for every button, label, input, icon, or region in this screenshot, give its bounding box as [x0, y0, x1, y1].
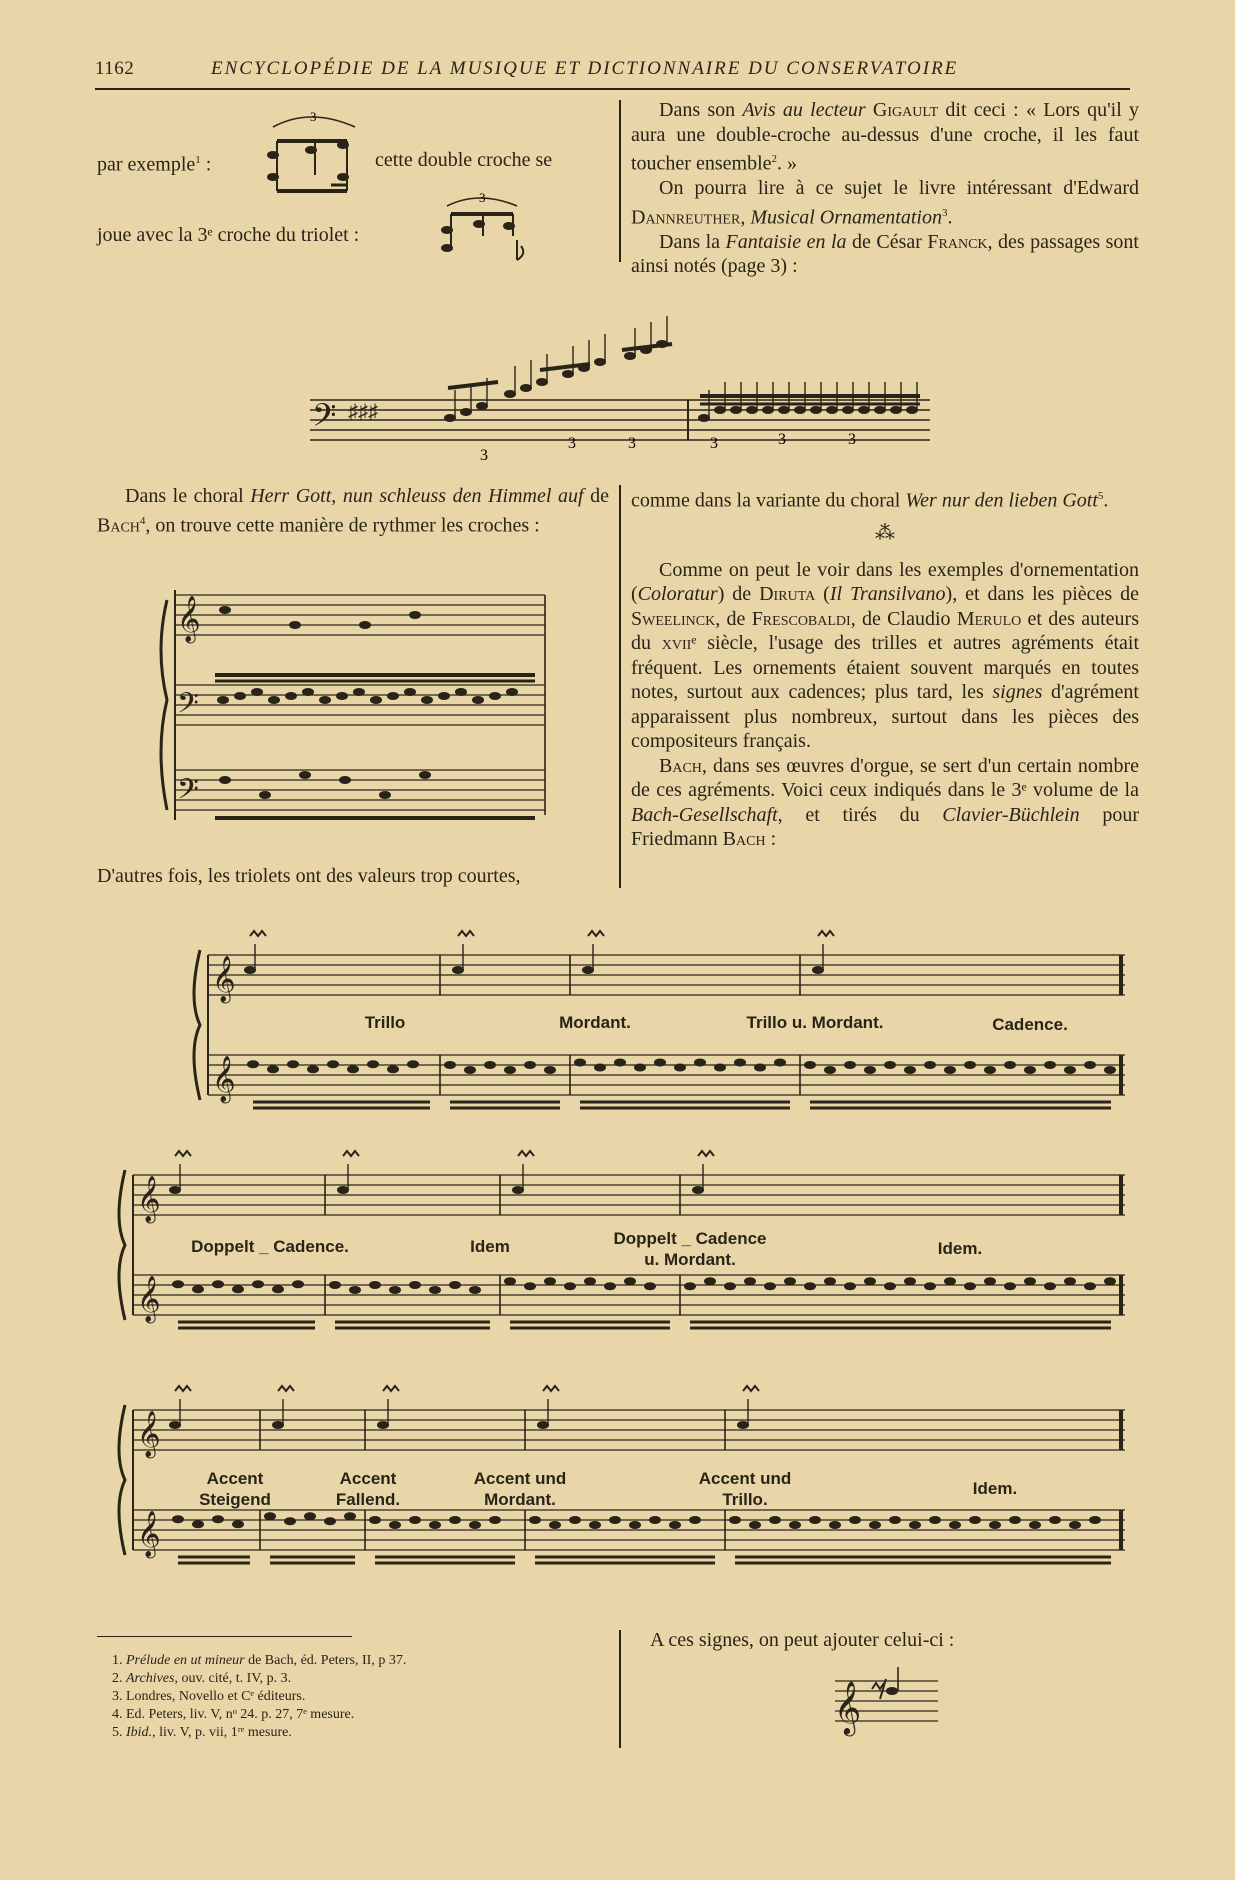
note-head: [754, 1064, 766, 1072]
triplet-mark: 3: [479, 190, 486, 205]
note-head: [704, 1277, 716, 1285]
brace: [194, 950, 200, 1100]
note-head: [809, 1516, 821, 1524]
note-head: [584, 1277, 596, 1285]
note-head: [969, 1516, 981, 1524]
note-head: [419, 771, 431, 779]
note-head: [469, 1521, 481, 1529]
note-head: [234, 692, 246, 700]
note-head: [884, 1282, 896, 1290]
note-head: [251, 688, 263, 696]
note-head: [429, 1521, 441, 1529]
triplet-mark: 3: [480, 447, 488, 464]
note-head: [387, 692, 399, 700]
note-head: [329, 1281, 341, 1289]
note-head: [285, 692, 297, 700]
note-head: [644, 1282, 656, 1290]
note-head: [904, 1066, 916, 1074]
note-head: [299, 771, 311, 779]
note-head: [762, 406, 774, 414]
note-head: [272, 1285, 284, 1293]
triplet-mark: 3: [710, 435, 718, 452]
note-head: [1004, 1282, 1016, 1290]
note-head: [730, 406, 742, 414]
note-head: [549, 1521, 561, 1529]
note-head: [336, 692, 348, 700]
note-head: [284, 1517, 296, 1525]
note-head: [438, 692, 450, 700]
note-head: [692, 1186, 704, 1194]
note-head: [869, 1521, 881, 1529]
ornament-sign-icon: [818, 931, 834, 936]
treble-clef-icon: 𝄞: [137, 1511, 161, 1556]
note-head: [629, 1521, 641, 1529]
note-head: [844, 1061, 856, 1069]
note-head: [489, 692, 501, 700]
bottom-right-text: A ces signes, on peut ajouter celui-ci :: [650, 1629, 955, 1651]
note-head: [698, 414, 710, 422]
note-head: [1069, 1521, 1081, 1529]
note-head: [924, 1282, 936, 1290]
note-head: [674, 1064, 686, 1072]
note-head: [984, 1277, 996, 1285]
note-head: [484, 1061, 496, 1069]
header-title: ENCYCLOPÉDIE DE LA MUSIQUE ET DICTIONNAIRE DU CONSERVATOIRE: [211, 58, 959, 79]
note-head: [774, 1059, 786, 1067]
note-head: [247, 1060, 259, 1068]
bass-clef-icon: 𝄢: [177, 775, 199, 812]
ornament-sign-icon: [343, 1151, 359, 1156]
ornament-sign-icon: [872, 1683, 884, 1689]
header-rule: [95, 88, 1130, 90]
note-head: [864, 1066, 876, 1074]
note-head: [404, 688, 416, 696]
footnote-item: 2. Archives, ouv. cité, t. IV, p. 3.: [112, 1671, 292, 1686]
note-head: [1064, 1066, 1076, 1074]
ornament-label: Idem: [470, 1237, 510, 1256]
note-head: [964, 1282, 976, 1290]
right-middle-text: comme dans la variante du choral Wer nur den lieben Gott$^5$. ⁂ Comme on peut le voir dans les exemples d'ornementation (Coloratur) de Diruta (Il Transilvano), et dans les pièces de Sweelinck, de Frescobaldi, de Claudio Merulo et des auteurs du xviiᵉ siècle, l'usage des trilles et autres agréments était fréquent. Les ornements étaient souvent marqués en toutes notes, surtout aux cadences; plus tard, les signes d'agrément apparaissent plus nombreux, surtout dans les pièces des compositeurs français. Bach, dans ses œuvres d'orgue, se sert d'un certain nombre de ces agréments. Voici ceux indiqués dans le 3ᵉ volume de la Bach-Gesellschaft, et tirés du Clavier-Büchlein pour Friedmann Bach :: [631, 489, 1140, 851]
note-head: [1044, 1282, 1056, 1290]
note-head: [449, 1281, 461, 1289]
note-head: [504, 1066, 516, 1074]
note-head: [594, 1064, 606, 1072]
note-head: [349, 1286, 361, 1294]
note-head: [1009, 1516, 1021, 1524]
ornament-sign-icon: [383, 1386, 399, 1391]
note-head: [324, 1517, 336, 1525]
note-head: [387, 1065, 399, 1073]
triplet-mark: 3: [310, 109, 317, 124]
note-head: [268, 696, 280, 704]
note-head: [729, 1516, 741, 1524]
note-head: [455, 688, 467, 696]
note-head: [212, 1280, 224, 1288]
treble-clef-icon: 𝄞: [137, 1276, 161, 1321]
note-head: [578, 364, 590, 372]
note-head: [656, 340, 668, 348]
note-head: [694, 1059, 706, 1067]
note-head: [924, 1061, 936, 1069]
note-head: [232, 1520, 244, 1528]
ornament-label: Cadence.: [992, 1015, 1068, 1034]
note-head: [287, 1060, 299, 1068]
note-head: [292, 1280, 304, 1288]
note-head: [1029, 1521, 1041, 1529]
note-head: [219, 776, 231, 784]
footnote-rule: [97, 1636, 352, 1637]
note-head: [370, 696, 382, 704]
note-head: [289, 621, 301, 629]
ornament-sign-icon: [250, 931, 266, 936]
note-head: [909, 1521, 921, 1529]
note-head: [469, 1286, 481, 1294]
note-head: [217, 696, 229, 704]
separator: ⁂: [875, 522, 895, 545]
ornament-label: Idem.: [972, 1479, 1018, 1498]
note-head: [778, 406, 790, 414]
note-head: [624, 352, 636, 360]
footnote-item: 1. Prélude en ut mineur de Bach, éd. Peters, II, p 37.: [112, 1653, 407, 1668]
note-head: [824, 1277, 836, 1285]
note-head: [389, 1521, 401, 1529]
note-head: [949, 1521, 961, 1529]
note-head: [764, 1282, 776, 1290]
note-head: [529, 1516, 541, 1524]
note-head: [327, 1060, 339, 1068]
note-head: [564, 1282, 576, 1290]
left-middle-after: D'autres fois, les triolets ont des valeurs trop courtes,: [97, 865, 521, 887]
note-head: [684, 1282, 696, 1290]
column-divider-bottom: [619, 1630, 621, 1748]
footnote-item: 3. Londres, Novello et Cᵉ éditeurs.: [112, 1689, 306, 1704]
note-head: [524, 1282, 536, 1290]
note-head: [904, 1277, 916, 1285]
note-head: [524, 1061, 536, 1069]
ornament-label: Accent und Mordant.: [473, 1469, 567, 1509]
note-head: [964, 1061, 976, 1069]
footnote-item: 4. Ed. Peters, liv. V, nᵒ 24. p. 27, 7ᵉ mesure.: [112, 1707, 355, 1722]
note-head: [769, 1516, 781, 1524]
note-head: [359, 621, 371, 629]
note-head: [714, 406, 726, 414]
note-head: [604, 1282, 616, 1290]
extra-ornament-example: [830, 1665, 940, 1735]
left-top-line2: joue avec la 3ᵉ croche du triolet :: [97, 224, 360, 246]
note-head: [512, 1186, 524, 1194]
note-head: [536, 378, 548, 386]
note-head: [812, 966, 824, 974]
triplet-mark: 3: [778, 431, 786, 448]
note-head: [302, 688, 314, 696]
note-head: [886, 1687, 898, 1695]
ornament-sign-icon: [278, 1386, 294, 1391]
note-head: [452, 966, 464, 974]
note-head: [272, 1421, 284, 1429]
franck-example-staff: [300, 300, 940, 464]
note-head: [409, 611, 421, 619]
note-head: [264, 1512, 276, 1520]
ornament-label: Trillo: [364, 1013, 406, 1032]
ornament-label: Mordant.: [559, 1013, 631, 1032]
ornament-label: Idem.: [937, 1239, 983, 1258]
note-head: [339, 776, 351, 784]
ornament-label: Trillo u. Mordant.: [746, 1013, 884, 1032]
note-head: [804, 1282, 816, 1290]
note-head: [624, 1277, 636, 1285]
note-head: [1004, 1061, 1016, 1069]
footnote-item: 5. Ibid., liv. V, p. vii, 1ʳᵉ mesure.: [112, 1725, 292, 1740]
note-head: [444, 1061, 456, 1069]
note-head: [192, 1285, 204, 1293]
note-head: [504, 390, 516, 398]
note-head: [409, 1281, 421, 1289]
left-top-line1: par exemple$^1$ : cette double croche se: [97, 149, 553, 176]
note-head: [864, 1277, 876, 1285]
note-head: [307, 1065, 319, 1073]
note-head: [1089, 1516, 1101, 1524]
example-triolet: [437, 188, 537, 268]
note-head: [794, 406, 806, 414]
note-head: [319, 696, 331, 704]
ornament-label: Doppelt _ Cadence u. Mordant.: [613, 1229, 767, 1269]
note-head: [304, 1512, 316, 1520]
note-head: [1104, 1066, 1116, 1074]
note-head: [544, 1277, 556, 1285]
note-head: [367, 1060, 379, 1068]
ornament-label: Doppelt _ Cadence.: [191, 1237, 349, 1256]
note-head: [407, 1060, 419, 1068]
triplet-mark: 3: [568, 435, 576, 452]
note-head: [489, 1516, 501, 1524]
note-head: [1024, 1277, 1036, 1285]
note-head: [1049, 1516, 1061, 1524]
ornament-sign-icon: [588, 931, 604, 936]
note-head: [614, 1059, 626, 1067]
note-head: [634, 1064, 646, 1072]
note-head: [810, 406, 822, 414]
note-head: [574, 1059, 586, 1067]
bass-clef-icon: 𝄢: [312, 399, 337, 441]
left-middle-text: Dans le choral Herr Gott, nun schleuss den Himmel auf de Bach$^4$, on trouve cette manière de rythmer les croches :: [97, 485, 609, 537]
note-head: [649, 1516, 661, 1524]
note-head: [858, 406, 870, 414]
ornament-sign-icon: [698, 1151, 714, 1156]
note-head: [1084, 1282, 1096, 1290]
franck-notes: [444, 316, 918, 422]
note-head: [537, 1421, 549, 1429]
bass-clef-icon: 𝄢: [177, 689, 199, 726]
note-head: [444, 414, 456, 422]
note-head: [589, 1521, 601, 1529]
column-divider-top: [619, 100, 621, 262]
note-head: [890, 406, 902, 414]
note-head: [169, 1186, 181, 1194]
note-head: [421, 696, 433, 704]
note-head: [379, 791, 391, 799]
note-head: [244, 966, 256, 974]
note-head: [789, 1521, 801, 1529]
footnotes: [112, 1652, 612, 1742]
note-head: [737, 1421, 749, 1429]
treble-clef-icon: 𝄞: [137, 1411, 161, 1456]
note-head: [984, 1066, 996, 1074]
note-head: [369, 1281, 381, 1289]
note-head: [594, 358, 606, 366]
note-head: [829, 1521, 841, 1529]
note-head: [749, 1521, 761, 1529]
ornament-label: Accent Fallend.: [335, 1469, 401, 1509]
note-head: [337, 1186, 349, 1194]
note-head: [377, 1421, 389, 1429]
note-head: [654, 1059, 666, 1067]
note-head: [734, 1059, 746, 1067]
ornament-sign-icon: [543, 1386, 559, 1391]
ornament-sign-icon: [175, 1151, 191, 1156]
note-head: [844, 1282, 856, 1290]
triplet-mark: 3: [628, 435, 636, 452]
note-head: [689, 1516, 701, 1524]
note-head: [429, 1286, 441, 1294]
sharp-icon: ♯♯♯: [348, 401, 378, 423]
note-head: [259, 791, 271, 799]
note-head: [1064, 1277, 1076, 1285]
note-head: [192, 1520, 204, 1528]
choral-example: [155, 580, 595, 830]
note-head: [267, 1065, 279, 1073]
note-head: [929, 1516, 941, 1524]
triplet-mark: 3: [848, 431, 856, 448]
treble-clef-icon: 𝄞: [834, 1682, 862, 1733]
treble-clef-icon: 𝄞: [212, 1056, 236, 1101]
note-head: [824, 1066, 836, 1074]
note-head: [669, 1521, 681, 1529]
page-number: 1162: [95, 58, 135, 79]
note-head: [884, 1061, 896, 1069]
treble-clef-icon: 𝄞: [137, 1176, 161, 1221]
note-head: [219, 606, 231, 614]
note-head: [889, 1516, 901, 1524]
note-head: [944, 1066, 956, 1074]
note-head: [609, 1516, 621, 1524]
ornament-sign-icon: [518, 1151, 534, 1156]
note-head: [252, 1280, 264, 1288]
treble-clef-icon: 𝄞: [177, 596, 201, 641]
ornament-sign-icon: [175, 1386, 191, 1391]
note-head: [472, 696, 484, 704]
note-head: [476, 402, 488, 410]
note-head: [640, 346, 652, 354]
note-head: [353, 688, 365, 696]
note-head: [842, 406, 854, 414]
note-head: [520, 384, 532, 392]
note-head: [232, 1285, 244, 1293]
note-head: [569, 1516, 581, 1524]
note-head: [344, 1512, 356, 1520]
note-head: [1084, 1061, 1096, 1069]
note-head: [874, 406, 886, 414]
note-head: [449, 1516, 461, 1524]
note-head: [746, 406, 758, 414]
note-head: [172, 1515, 184, 1523]
note-head: [906, 406, 918, 414]
example-double-croche: [265, 105, 365, 195]
brace: [119, 1170, 125, 1320]
note-head: [504, 1277, 516, 1285]
note-head: [714, 1064, 726, 1072]
column-divider-middle: [619, 485, 621, 888]
note-head: [804, 1061, 816, 1069]
ornament-sign-icon: [743, 1386, 759, 1391]
note-head: [1044, 1061, 1056, 1069]
note-head: [389, 1286, 401, 1294]
note-head: [744, 1277, 756, 1285]
note-head: [826, 406, 838, 414]
note-head: [172, 1280, 184, 1288]
note-head: [169, 1421, 181, 1429]
note-head: [582, 966, 594, 974]
brace: [119, 1405, 125, 1555]
note-head: [369, 1516, 381, 1524]
note-head: [544, 1066, 556, 1074]
ornament-label: Accent Steigend: [199, 1469, 271, 1509]
treble-clef-icon: 𝄞: [212, 956, 236, 1001]
note-head: [849, 1516, 861, 1524]
note-head: [409, 1516, 421, 1524]
note-head: [506, 688, 518, 696]
note-head: [1104, 1277, 1116, 1285]
note-head: [347, 1065, 359, 1073]
note-head: [944, 1277, 956, 1285]
ornament-sign-icon: [458, 931, 474, 936]
note-head: [989, 1521, 1001, 1529]
note-head: [784, 1277, 796, 1285]
note-head: [212, 1515, 224, 1523]
ornament-label: Accent und Trillo.: [698, 1469, 792, 1509]
note-head: [1024, 1066, 1036, 1074]
note-head: [464, 1066, 476, 1074]
note-head: [562, 370, 574, 378]
note-head: [460, 408, 472, 416]
right-top-text: Dans son Avis au lecteur Gigault dit ceci : « Lors qu'il y aura une double-croche au-dessus d'une croche, il les faut toucher ensemble$^2$. » On pourra lire à ce sujet le livre intéressant d'Edward Dannreuther, Musical Ornamentation$^3$. Dans la Fantaisie en la de César Franck, des passages sont ainsi notés (page 3) :: [631, 99, 1140, 278]
note-head: [724, 1282, 736, 1290]
